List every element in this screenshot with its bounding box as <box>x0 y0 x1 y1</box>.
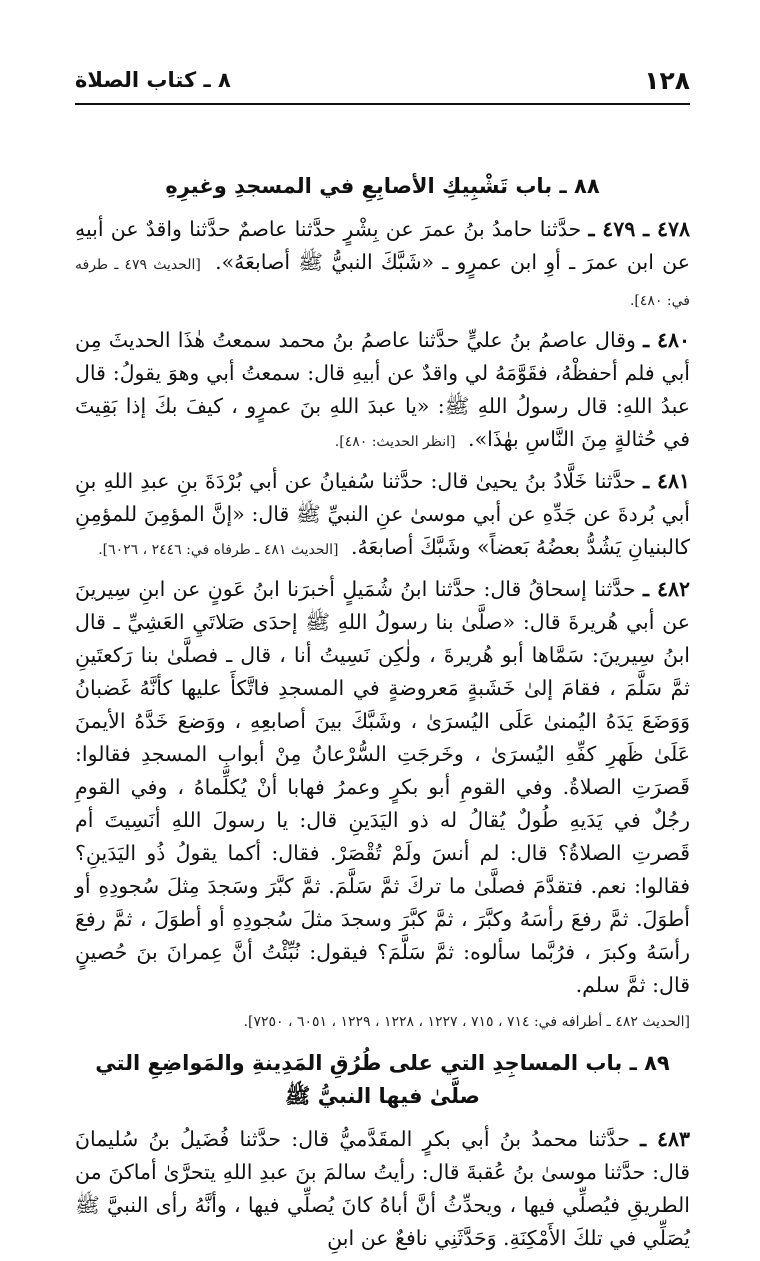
hadith-number: ٤٨٢ ـ <box>643 577 690 601</box>
chapter-title: ٨ ـ كتاب الصلاة <box>75 68 231 92</box>
hadith-number: ٤٨١ ـ <box>643 469 690 493</box>
hadith-number: ٤٨٠ ـ <box>643 328 690 352</box>
hadith-text: وقال عاصمُ بنُ عليٍّ حدَّثنا عاصمُ بنُ محمد سمعتُ هٰذَا الحديثَ مِن أبي فلم أحفظْهُ، فقَوَّمَهُ لي واقدٌ عن أبيهِ قال: سمعتُ أبي وهوَ يقولُ: قال عبدُ اللهِ: قال رسولُ اللهِ ﷺ: «يا عبدَ اللهِ بنَ عمرٍو ، كيفَ بكَ إذا بَقِيتَ في حُثالةٍ مِنَ النَّاسِ بهٰذَا». <box>75 328 690 451</box>
header-rule <box>75 103 690 105</box>
section-heading-88: ٨٨ ـ باب تَشْبِيكِ الأصابِعِ في المسجدِ وغيرِهِ <box>165 174 600 198</box>
hadith-483 <box>75 1123 690 1255</box>
hadith-text: حدَّثنا حامدُ بنُ عمرَ عن بِشْرٍ حدَّثنا عاصمٌ حدَّثنا واقدٌ عن أبيهِ عن ابن عمرَ ـ أوِ ابن عمرٍو ـ «شَبَّكَ النبيُّ ﷺ أصابعَهُ». <box>75 217 690 274</box>
hadith-reference: [الحديث ٤٧٩ ـ طرفه في: ٤٨٠]. <box>75 257 690 309</box>
hadith-478 <box>75 213 690 318</box>
hadith-reference: [الحديث ٤٨١ ـ طرفاه في: ٢٤٤٦ ، ٦٠٢٦]. <box>98 542 339 558</box>
page-content <box>75 170 690 1261</box>
hadith-text: حدَّثنا إسحاقُ قال: حدَّثنا ابنُ شُمَيلٍ أخبرَنا ابنُ عَونٍ عن ابنِ سِيرينَ عن أبي هُريرةَ قال: «صلَّىٰ بنا رسولُ اللهِ ﷺ إحدَى صَلاتَيِ العَشِيِّ ـ قال ابنُ سِيرينَ: سَمَّاها أبو هُريرةَ ، ولٰكِن نَسِيتُ أنا ، قال ـ فصلَّىٰ بنا رَكعتَينِ ثمَّ سَلَّمَ ، فقامَ إلىٰ خَشَبةٍ مَعروضةٍ في المسجدِ فاتَّكأَ عليها كأنَّهُ غَضبانُ وَوَضَعَ يَدَهُ اليُمنىٰ عَلَى اليُسرَىٰ ، وشَبَّكَ بينَ أصابعِهِ ، ووَضعَ خَدَّهُ الأيمنَ عَلَىٰ ظَهرِ كفِّهِ اليُسرَىٰ ، وخَرجَتِ السُّرْعانُ مِنْ أبوابِ المسجدِ فقالوا: قَصرَتِ الصلاةُ. وفي القومِ أبو بكرٍ وعمرُ فهابا أنْ يُكلِّماهُ ، وفي القومِ رجُلٌ في يَدَيهِ طُولٌ يُقالُ له ذو اليَدَينِ قال: يا رسولَ اللهِ أنَسِيتَ أم قَصرتِ الصلاةُ؟ قال: لم أنسَ ولَمْ تُقْصَرْ. فقال: أكما يقولُ ذُو اليَدَينِ؟ فقالوا: نعم. فتقدَّمَ فصلَّىٰ ما تركَ ثمَّ سَلَّمَ. ثمَّ كبَّرَ وسَجدَ مِثلَ سُجودِهِ أو أطوَلَ. ثمَّ رفعَ رأسَهُ وكبَّرَ ، ثمَّ كبَّرَ وسجدَ مثلَ سُجودِهِ أو أطوَلَ ، ثمَّ رفعَ رأسَهُ وكبرَ ، فرُبَّما سألوه: ثمَّ سَلَّمَ؟ فيقول: نُبِّئْتُ أنَّ عِمرانَ بنَ حُصينٍ قال: ثمَّ سلم. <box>75 577 690 997</box>
hadith-481 <box>75 465 690 567</box>
hadith-480 <box>75 324 690 459</box>
page-number: ١٢٨ <box>644 65 690 95</box>
section-heading-89: ٨٩ ـ باب المساجِدِ التي على طُرُقِ المَدِينةِ والمَواضِعِ التي صلَّىٰ فيها النبيُّ ﷺ <box>95 1051 670 1108</box>
hadith-text: حدَّثنا خَلَّادُ بنُ يحيىٰ قال: حدَّثنا سُفيانُ عن أبي بُرْدَةَ بنِ عبدِ اللهِ بنِ أبي بُردةَ عن جَدِّهِ عن أبي موسىٰ عنِ النبيِّ ﷺ قال: «إنَّ المؤمِنَ للمؤمِنِ كالبنيانِ يَشُدُّ بعضُهُ بَعضاً» وشَبَّكَ أصابعَهُ. <box>75 469 690 559</box>
hadith-text: حدَّثنا محمدُ بنُ أبي بكرٍ المقَدَّميُّ قال: حدَّثنا فُضَيلُ بنُ سُليمانَ قال: حدَّثنا موسىٰ بنُ عُقبةَ قال: رأيتُ سالمَ بنَ عبدِ اللهِ يتحرَّىٰ أماكنَ من الطريقِ فيُصلِّي فيها ، ويحدِّثُ أنَّ أباهُ كانَ يُصلِّي فيها ، وأنَّهُ رأى النبيَّ ﷺ يُصَلِّي في تلكَ الأَمْكِنَةِ. وَحَدَّثَنِي نافعٌ عن ابنِ <box>75 1127 690 1250</box>
hadith-reference: [انظر الحديث: ٤٨٠]. <box>334 434 456 450</box>
page-header <box>75 60 690 100</box>
hadith-number: ٤٧٨ ـ ٤٧٩ ـ <box>588 217 690 241</box>
hadith-482-reference: [الحديث ٤٨٢ ـ أطرافه في: ٧١٤ ، ٧١٥ ، ١٢٢٧ ، ١٢٢٨ ، ١٢٢٩ ، ٦٠٥١ ، ٧٢٥٠]. <box>243 1014 690 1030</box>
hadith-number: ٤٨٣ ـ <box>640 1127 690 1151</box>
hadith-482 <box>75 573 690 1002</box>
